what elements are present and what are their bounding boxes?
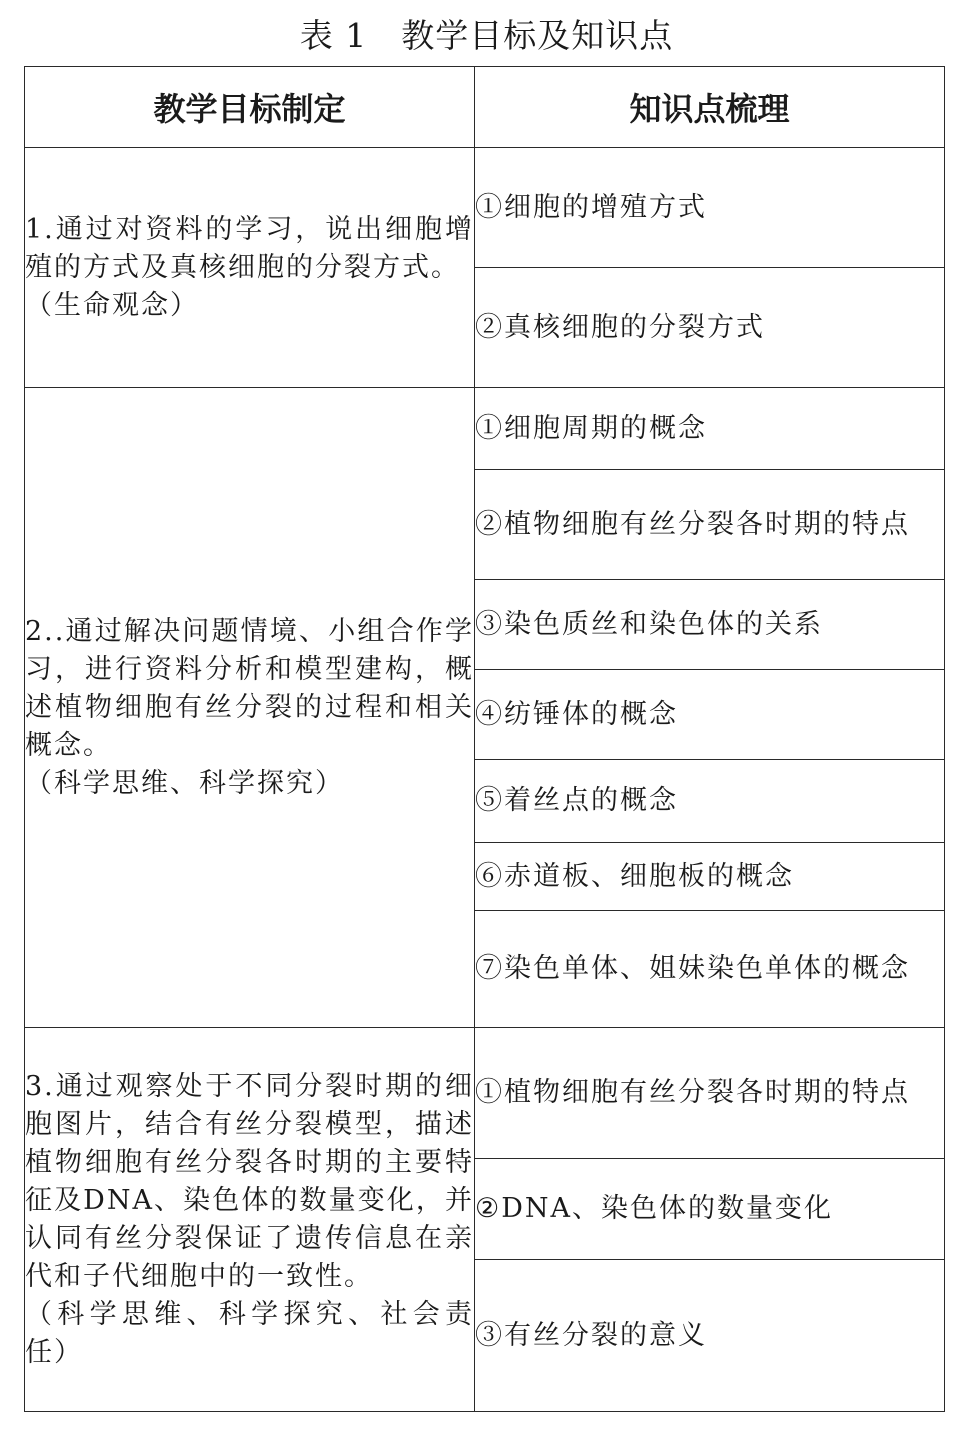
knowledge-point: ⑦染色单体、姐妹染色单体的概念: [475, 911, 945, 1028]
goal-cell-1: [25, 148, 475, 388]
knowledge-point: ④纺锤体的概念: [475, 670, 945, 760]
knowledge-point: ②真核细胞的分裂方式: [475, 268, 945, 388]
goal-cell-2: [25, 388, 475, 1028]
objectives-table: [24, 66, 945, 1412]
header-row: [25, 67, 945, 148]
table-caption: 表 1 教学目标及知识点: [299, 16, 674, 55]
goal-text: 1.通过对资料的学习，说出细胞增殖的方式及真核细胞的分裂方式。: [25, 213, 474, 283]
goal-literacy: （科学思维、科学探究、社会责任）: [25, 1298, 474, 1368]
goal-cell-3: [25, 1028, 475, 1412]
table-row: [25, 148, 945, 268]
knowledge-point: ⑥赤道板、细胞板的概念: [475, 843, 945, 911]
knowledge-point: ②DNA、染色体的数量变化: [475, 1159, 945, 1260]
goal-literacy: （生命观念）: [25, 289, 199, 321]
header-knowledge: 知识点梳理: [475, 67, 945, 148]
goal-text: 3.通过观察处于不同分裂时期的细胞图片，结合有丝分裂模型，描述植物细胞有丝分裂各时期的主要特征及DNA、染色体的数量变化，并认同有丝分裂保证了遗传信息在亲代和子代细胞中的一致性。: [25, 1070, 474, 1292]
knowledge-point: ①植物细胞有丝分裂各时期的特点: [475, 1028, 945, 1159]
goal-literacy: （科学思维、科学探究）: [25, 767, 344, 799]
table-row: [25, 388, 945, 470]
knowledge-point: ⑤着丝点的概念: [475, 760, 945, 843]
knowledge-point: ②植物细胞有丝分裂各时期的特点: [475, 470, 945, 580]
knowledge-point: ①细胞周期的概念: [475, 388, 945, 470]
goal-text: 2..通过解决问题情境、小组合作学习，进行资料分析和模型建构，概述植物细胞有丝分裂的过程和相关概念。: [25, 615, 474, 761]
knowledge-point: ③有丝分裂的意义: [475, 1260, 945, 1412]
knowledge-point: ①细胞的增殖方式: [475, 148, 945, 268]
table-row: [25, 1028, 945, 1159]
knowledge-point: ③染色质丝和染色体的关系: [475, 580, 945, 670]
header-goal: 教学目标制定: [25, 67, 475, 148]
